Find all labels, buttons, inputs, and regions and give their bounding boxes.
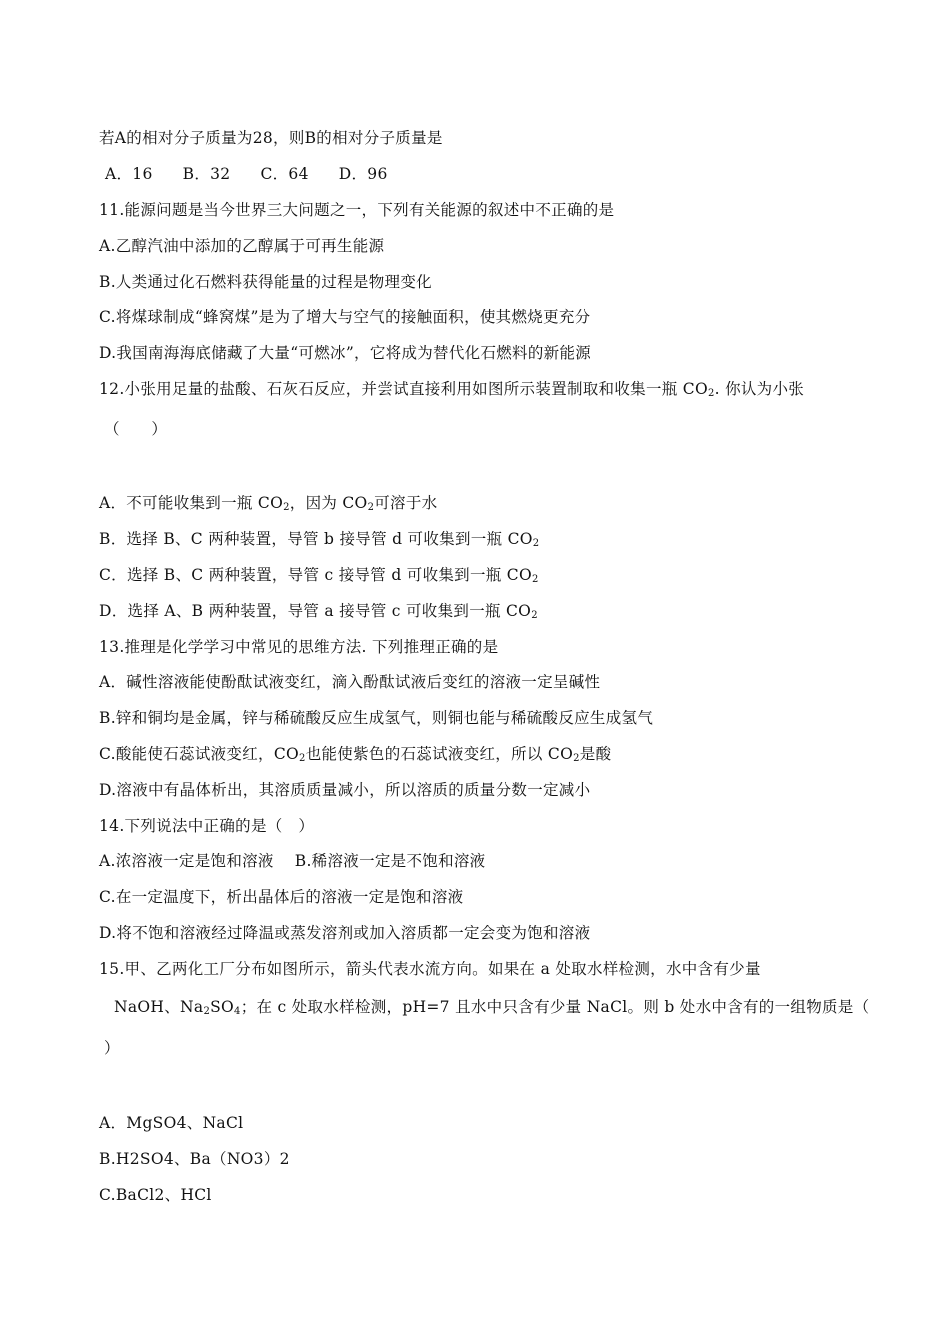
q12-stem: 12.小张用足量的盐酸、石灰石反应，并尝试直接利用如图所示装置制取和收集一瓶 $CO_2$. 你认为小张: [99, 380, 805, 399]
q15-stem-line2: NaOH、$Na_2SO_4$；在 c 处取水样检测，pH=7 且水中只含有少量 NaCl。则 b 处水中含有的一组物质是（: [114, 998, 870, 1017]
q10-options: [105, 164, 414, 184]
q12-answer-bracket: （ ）: [104, 420, 168, 438]
q10-option-b: B．32: [182, 165, 231, 183]
q10-option-d: D．96: [338, 165, 388, 183]
q12-option-d: D．选择 A、B 两种装置，导管 a 接导管 c 可收集到一瓶 $CO_2$: [99, 602, 538, 621]
q11-stem: 11.能源问题是当今世界三大问题之一，下列有关能源的叙述中不正确的是: [99, 201, 615, 219]
q13-option-c: C.酸能使石蕊试液变红，$CO_2$也能使紫色的石蕊试液变红，所以 $CO_2$是酸: [99, 745, 612, 764]
q14-option-ab: A.浓溶液一定是饱和溶液 B.稀溶液一定是不饱和溶液: [99, 852, 486, 870]
q15-answer-bracket: ）: [104, 1039, 120, 1057]
q10-option-a: A．16: [105, 165, 153, 183]
q13-stem: 13.推理是化学学习中常见的思维方法. 下列推理正确的是: [99, 638, 499, 656]
q15-option-a: A．MgSO4、NaCl: [99, 1114, 244, 1132]
q14-stem: 14.下列说法中正确的是（ ）: [99, 817, 315, 835]
q11-option-c: C.将煤球制成“蜂窝煤”是为了增大与空气的接触面积，使其燃烧更充分: [99, 308, 591, 326]
q11-option-b: B.人类通过化石燃料获得能量的过程是物理变化: [99, 273, 432, 291]
q15-stem: 15.甲、乙两化工厂分布如图所示，箭头代表水流方向。如果在 a 处取水样检测，水中含有少量: [99, 960, 761, 978]
q10-stem-continued: 若A的相对分子质量为28，则B的相对分子质量是: [99, 129, 443, 147]
q15-option-c: C.BaCl2、HCl: [99, 1186, 212, 1204]
q11-option-a: A.乙醇汽油中添加的乙醇属于可再生能源: [99, 237, 385, 255]
q15-option-b: B.H2SO4、Ba（NO3）2: [99, 1150, 290, 1168]
q12-option-a: A．不可能收集到一瓶 $CO_2$，因为 $CO_2$可溶于水: [99, 494, 438, 513]
q13-option-d: D.溶液中有晶体析出，其溶质质量减小，所以溶质的质量分数一定减小: [99, 781, 591, 799]
q13-option-a: A．碱性溶液能使酚酞试液变红，滴入酚酞试液后变红的溶液一定呈碱性: [99, 673, 601, 691]
q14-option-d: D.将不饱和溶液经过降温或蒸发溶剂或加入溶质都一定会变为饱和溶液: [99, 924, 591, 942]
q10-option-c: C．64: [260, 165, 309, 183]
q12-option-b: B．选择 B、C 两种装置，导管 b 接导管 d 可收集到一瓶 $CO_2$: [99, 530, 540, 549]
q12-option-c: C．选择 B、C 两种装置，导管 c 接导管 d 可收集到一瓶 $CO_2$: [99, 566, 539, 585]
q14-option-c: C.在一定温度下，析出晶体后的溶液一定是饱和溶液: [99, 888, 464, 906]
q13-option-b: B.锌和铜均是金属，锌与稀硫酸反应生成氢气，则铜也能与稀硫酸反应生成氢气: [99, 709, 654, 727]
q11-option-d: D.我国南海海底储藏了大量“可燃冰”，它将成为替代化石燃料的新能源: [99, 344, 592, 362]
